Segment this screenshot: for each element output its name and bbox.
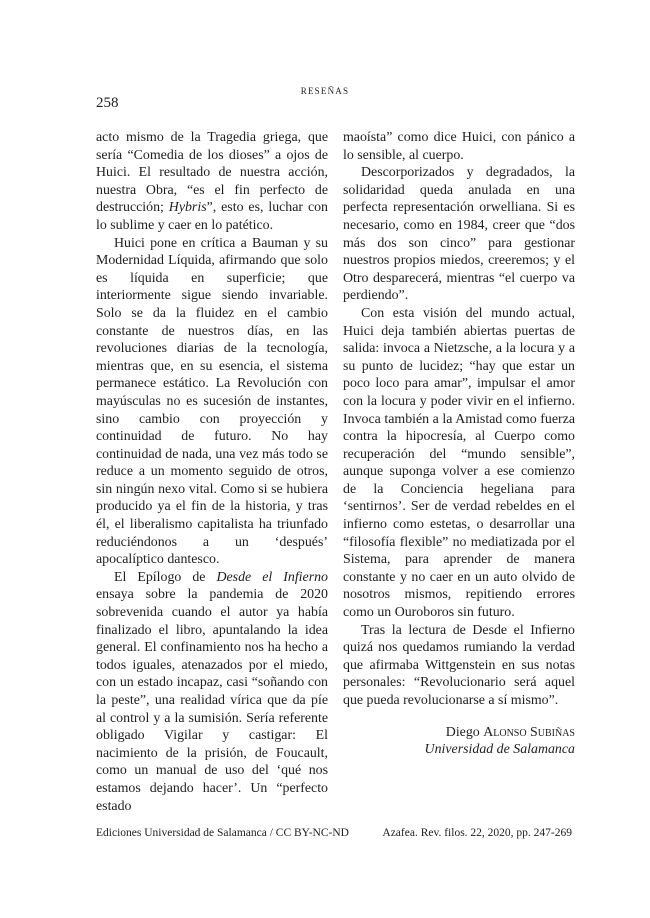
left-column: [96, 129, 328, 815]
hybris-term: Hybris: [168, 200, 207, 216]
footer-citation: Azafea. Rev. filos. 22, 2020, pp. 247-269: [382, 827, 572, 839]
right-paragraph-3: Con esta visión del mundo actual, Huici deja también abiertas puertas de salida: invoca a Nietzsche, a la locura y a su punto de lucidez; “hay que estar un poco loco para amar”, impulsar el amor con la locura y poder vivir en el infierno. Invoca también a la Amistad como fuerza contra la hipocresía, al Cuerpo como recuperación del “mundo sensible”, aunque suponga volver a ese comienzo de la Conciencia hegeliana para ‘sentirnos’. Ser de verdad rebeldes en el infierno como estetas, o desarrollar una “filosofía flexible” no mediatizada por el Sistema, para aprender de manera constante y no caer en un auto olvido de nosotros mismos, repitiendo errores como un Ouroboros sin futuro.: [343, 305, 575, 621]
right-column: [343, 129, 575, 759]
right-paragraph-2: Descorporizados y degradados, la solidaridad queda anulada en una perfecta representación orwelliana. Si es necesario, como en 1984, creer que “dos más dos son cinco” para gestionar nuestros propios miedos, creeremos; y el Otro desparecerá, mientras “el cuerpo va perdiendo”.: [343, 165, 575, 304]
running-header: RESEÑAS: [300, 86, 350, 96]
author-affiliation: Universidad de Salamanca: [424, 742, 575, 758]
page-number: 258: [96, 95, 119, 111]
review-signature: [343, 724, 575, 759]
footer-publisher: Ediciones Universidad de Salamanca / CC BY-NC-ND: [96, 827, 349, 839]
right-paragraph-1: maoísta” como dice Huici, con pánico a lo sensible, al cuerpo.: [343, 130, 575, 163]
author-name: Diego Alonso Subiñas: [445, 724, 575, 740]
left-paragraph-1: acto mismo de la Tragedia griega, que sería “Comedia de los dioses” a ojos de Huici. El resultado de nuestra acción, nuestra Obra, “es el fin perfecto de destrucción; Hybris”, esto es, luchar con lo sublime y caer en lo patético.: [96, 130, 328, 233]
right-paragraph-4: Tras la lectura de Desde el Infierno quizá nos quedamos rumiando la verdad que afirmaba Wittgenstein en sus notas personales: “Revolucionario será aquel que pueda revolucionarse a sí mismo”.: [343, 622, 575, 708]
book-title: Desde el Infierno: [216, 569, 328, 585]
left-paragraph-3: El Epílogo de Desde el Infierno ensaya sobre la pandemia de 2020 sobrevenida cuando el autor ya había finalizado el libro, apuntalando la idea general. El confinamiento nos ha hecho a todos iguales, atenazados por el miedo, con un estado incapaz, casi “soñando con la peste”, una realidad vírica que da píe al control y a la sumisión. Sería referente obligado Vigilar y castigar: El nacimiento de la prisión, de Foucault, como un manual de uso del ‘qué nos estamos dejando hacer’. Un “perfecto estado: [96, 569, 328, 814]
left-paragraph-2: Huici pone en crítica a Bauman y su Modernidad Líquida, afirmando que solo es líquida en superficie; que interiormente sigue siendo invariable. Solo se da la fluidez en el cambio constante de nuestros días, en las revoluciones diarias de la tecnología, mientras que, en su esencia, el sistema permanece estático. La Revolución con mayúsculas no es sucesión de instantes, sino cambio con proyección y continuidad de futuro. No hay continuidad de nada, una vez más todo se reduce a un momento seguido de otros, sin ningún nexo vital. Como si se hubiera producido ya el fin de la historia, y tras él, el liberalismo capitalista ha triunfado reduciéndonos a un ‘después’ apocalíptico dantesco.: [96, 235, 328, 568]
